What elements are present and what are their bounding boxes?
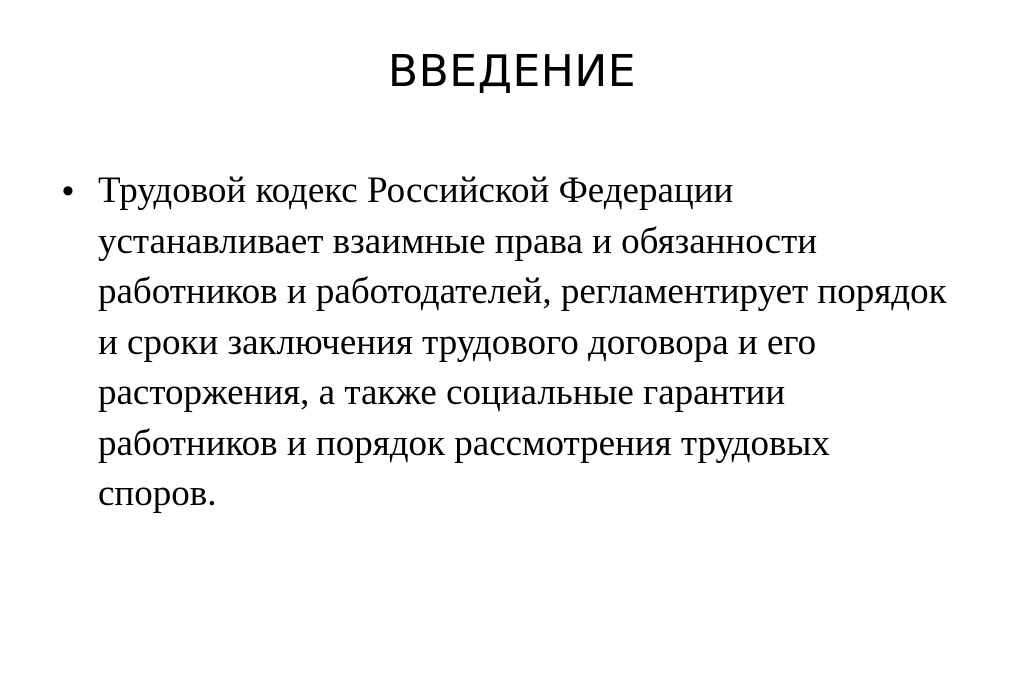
bullet-list	[62, 166, 962, 520]
slide-title: ВВЕДЕНИЕ	[387, 46, 637, 97]
bullet-marker: •	[62, 172, 74, 210]
bullet-item	[62, 166, 962, 520]
bullet-text: Трудовой кодекс Российской Федерации устанавливает взаимные права и обязанности работников и работодателей, регламентирует порядок и сроки заключения трудового договора и его расторжения, а также социальные гарантии работников и порядок рассмотрения трудовых споров.	[98, 170, 947, 514]
